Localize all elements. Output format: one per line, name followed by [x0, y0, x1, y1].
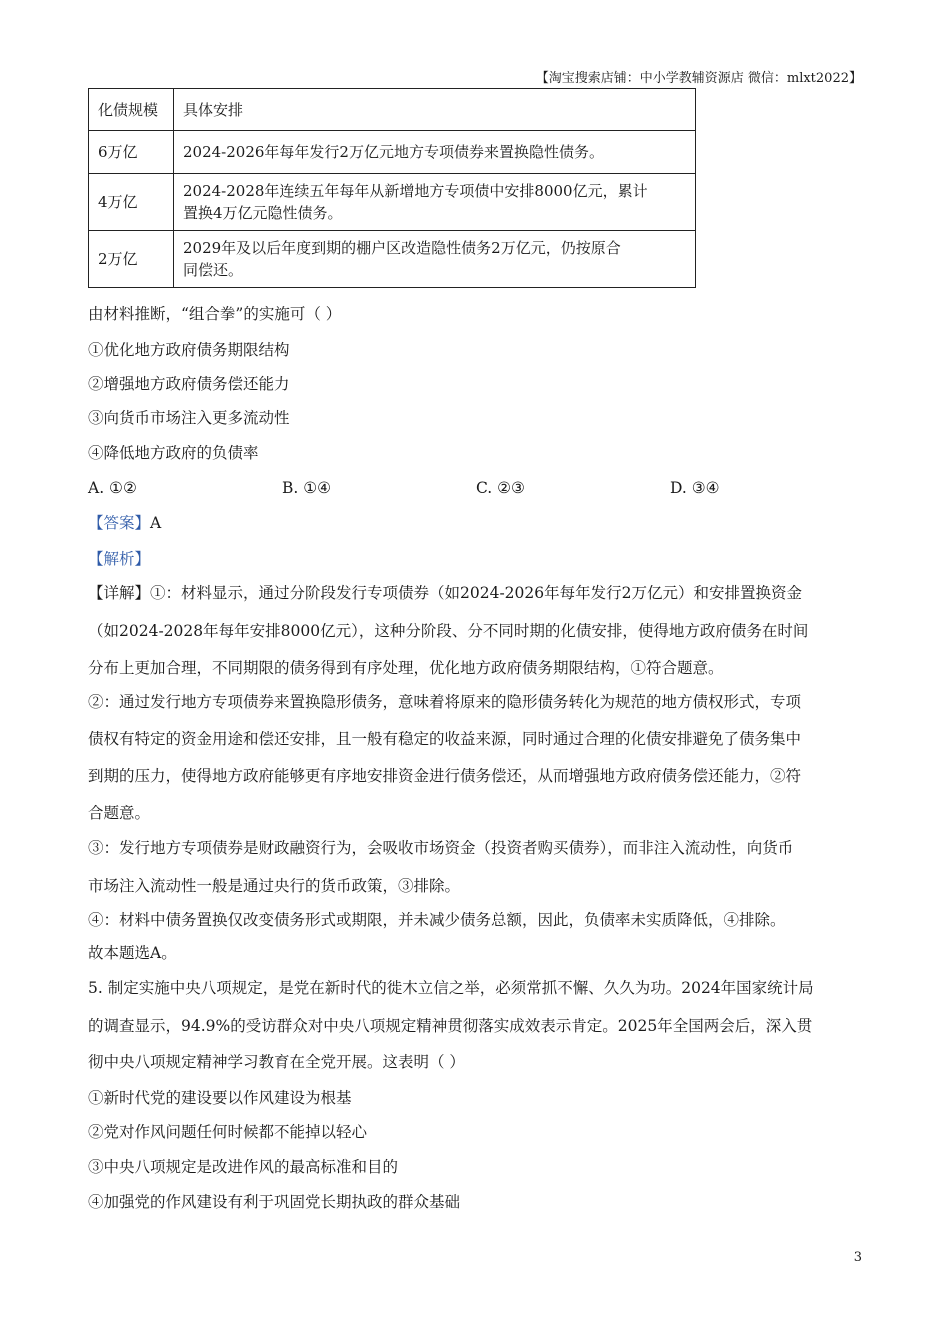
plan-line: 置换4万亿元隐性债务。: [183, 204, 343, 222]
answer-value: A: [150, 514, 162, 532]
q4-statement: ②增强地方政府债务偿还能力: [88, 375, 290, 393]
detail-line: 市场注入流动性一般是通过央行的货币政策，③排除。: [88, 877, 461, 895]
detail-line: 分布上更加合理，不同期限的债务得到有序处理，优化地方政府债务期限结构，①符合题意。: [88, 659, 724, 677]
q5-stem-line: 5. 制定实施中央八项规定，是党在新时代的徙木立信之举，必须常抓不懈、久久为功。2024年国家统计局: [88, 979, 814, 997]
q5-statement: ④加强党的作风建设有利于巩固党长期执政的群众基础: [88, 1193, 461, 1211]
q5-statement: ②党对作风问题任何时候都不能掉以轻心: [88, 1123, 368, 1141]
table-row: [89, 231, 696, 288]
detail-line: ④：材料中债务置换仅改变债务形式或期限，并未减少债务总额，因此，负债率未实质降低，④排除。: [88, 911, 786, 929]
detail-line: 【详解】①：材料显示，通过分阶段发行专项债券（如2024-2026年每年发行2万亿元）和安排置换资金: [88, 584, 802, 602]
page-number: 3: [853, 1250, 862, 1265]
analysis-tag: 【解析】: [88, 550, 151, 568]
detail-line: ②：通过发行地方专项债券来置换隐形债务，意味着将原来的隐形债务转化为规范的地方债权形式，专项: [88, 693, 802, 711]
detail-line: 故本题选A。: [88, 944, 177, 962]
q4-option-d: D. ③④: [670, 479, 720, 497]
q4-option-b: B. ①④: [282, 479, 332, 497]
table-cell-plan: 2024-2026年每年发行2万亿元地方专项债券来置换隐性债务。: [174, 131, 696, 174]
table-row: [89, 131, 696, 174]
debt-resolution-table: [88, 88, 696, 288]
q5-statement: ③中央八项规定是改进作风的最高标准和目的: [88, 1158, 399, 1176]
detail-line: 到期的压力，使得地方政府能够更有序地安排资金进行债务偿还，从而增强地方政府债务偿还能力，②符: [88, 767, 802, 785]
table-header-cell: 具体安排: [174, 89, 696, 131]
plan-line: 2024-2028年连续五年每年从新增地方专项债中安排8000亿元，累计: [183, 182, 648, 200]
detail-line: ③：发行地方专项债券是财政融资行为，会吸收市场资金（投资者购买债券），而非注入流动性，向货币: [88, 839, 794, 857]
q4-statement: ③向货币市场注入更多流动性: [88, 409, 290, 427]
detail-line: 合题意。: [88, 804, 151, 822]
table-header-row: [89, 89, 696, 131]
q4-statement: ④降低地方政府的负债率: [88, 444, 259, 462]
q5-stem-line: 彻中央八项规定精神学习教育在全党开展。这表明（ ）: [88, 1053, 465, 1071]
answer-tag: 【答案】: [88, 514, 151, 532]
header-note: 【淘宝搜索店铺：中小学教辅资源店 微信：mlxt2022】: [535, 71, 862, 86]
table-cell-scale: 2万亿: [89, 231, 174, 288]
q4-statement: ①优化地方政府债务期限结构: [88, 341, 290, 359]
detail-line: （如2024-2028年每年安排8000亿元），这种分阶段、分不同时期的化债安排，使得地方政府债务在时间: [88, 622, 809, 640]
table-cell-scale: 4万亿: [89, 174, 174, 231]
detail-line: 债权有特定的资金用途和偿还安排，且一般有稳定的收益来源，同时通过合理的化债安排避免了债务集中: [88, 730, 802, 748]
q5-stem-line: 的调查显示，94.9%的受访群众对中央八项规定精神贯彻落实成效表示肯定。2025年全国两会后，深入贯: [88, 1017, 813, 1035]
q4-option-a: A. ①②: [88, 479, 137, 497]
q4-option-c: C. ②③: [476, 479, 525, 497]
plan-line: 2029年及以后年度到期的棚户区改造隐性债务2万亿元，仍按原合: [183, 239, 621, 257]
table-cell-plan: [174, 231, 696, 288]
table-cell-plan: [174, 174, 696, 231]
plan-line: 同偿还。: [183, 261, 244, 279]
q4-stem: 由材料推断，“组合拳”的实施可（ ）: [88, 305, 342, 323]
table-row: [89, 174, 696, 231]
table-cell-scale: 6万亿: [89, 131, 174, 174]
table-header-cell: 化债规模: [89, 89, 174, 131]
q4-answer: [88, 513, 161, 533]
q5-statement: ①新时代党的建设要以作风建设为根基: [88, 1089, 352, 1107]
